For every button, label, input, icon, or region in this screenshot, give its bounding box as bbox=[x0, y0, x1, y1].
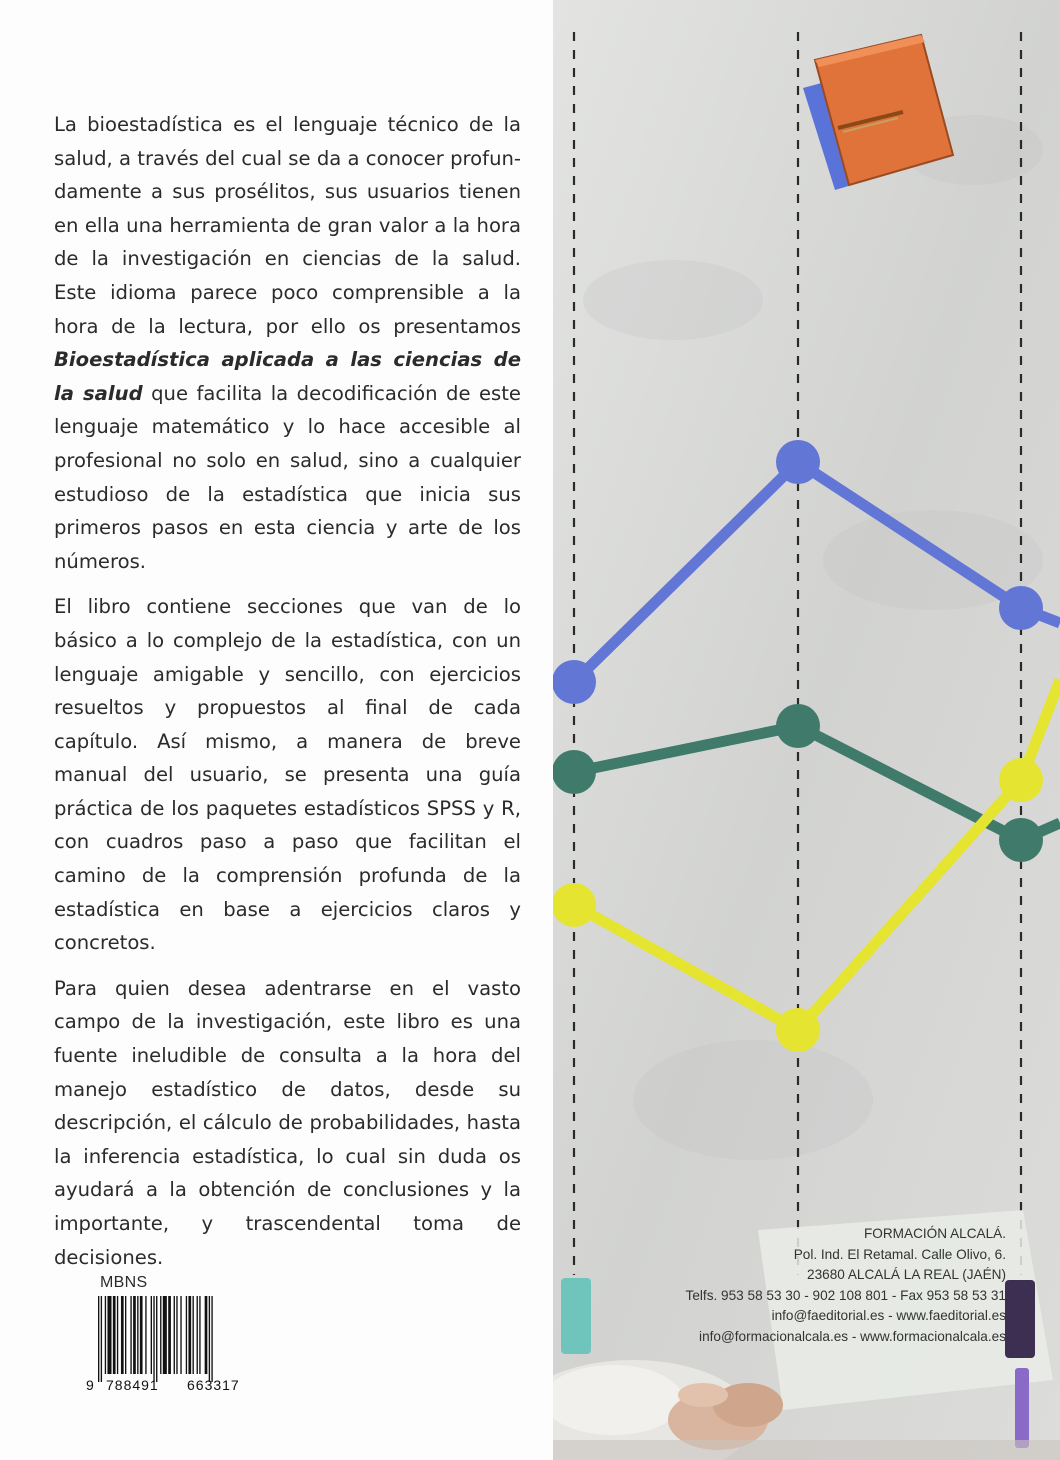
barcode-bar bbox=[156, 1296, 157, 1382]
barcode-bar bbox=[145, 1296, 146, 1374]
barcode-bar bbox=[137, 1296, 138, 1374]
synopsis-paragraph-2: El libro contiene secciones que van de lo básico a lo complejo de la estadística, con un lenguaje amigable y sencillo, con ejercicios resueltos y propuestos al final de cada capítulo. Así mismo, a manera de breve manual del usuario, se presenta una guía práctica de los paquetes estadísticos SPSS y R, con cuadros paso a paso que facilitan el camino de la comprensión profunda de la estadística en base a ejercicios claros y concretos. bbox=[54, 595, 521, 955]
cover-illustration-panel bbox=[553, 0, 1060, 1460]
barcode-bar bbox=[101, 1296, 102, 1382]
barcode-bar bbox=[98, 1296, 99, 1382]
isbn-barcode bbox=[84, 1294, 254, 1394]
publisher-address-1: Pol. Ind. El Retamal. Calle Olivo, 6. bbox=[793, 1246, 1006, 1262]
barcode-bar bbox=[188, 1296, 191, 1374]
barcode-bar bbox=[133, 1296, 136, 1374]
barcode-digit-first: 9 bbox=[86, 1377, 94, 1393]
barcode-bar bbox=[186, 1296, 187, 1374]
purple-marker-image bbox=[1005, 1280, 1035, 1358]
paragraph-1-text: La bioestadística es el lenguaje técnico de la salud, a través del cual se da a conocer profundamente a sus prosélitos, sus usuarios tienen en ella una herramienta de gran valor a la hora de la investigación en ciencias de la salud. Este idioma parece poco comprensible a la hora de la lectura, por ello os presentamos bbox=[54, 113, 521, 338]
barcode-bar bbox=[163, 1296, 167, 1374]
barcode-bar bbox=[168, 1296, 171, 1374]
publisher-phones: Telfs. 953 58 53 30 - 902 108 801 - Fax 953 58 53 31 bbox=[685, 1287, 1006, 1303]
synopsis-text bbox=[54, 108, 521, 1286]
barcode-digits-left: 788491 bbox=[106, 1377, 159, 1393]
barcode-bar bbox=[105, 1296, 106, 1374]
publisher-name: FORMACIÓN ALCALÁ. bbox=[863, 1226, 1006, 1241]
barcode-bar bbox=[113, 1296, 116, 1374]
barcode-bar bbox=[211, 1296, 212, 1382]
barcode-bar bbox=[117, 1296, 118, 1374]
barcode-bar bbox=[121, 1296, 124, 1374]
paragraph-1-text-end: que facilita la decodificación de este lenguaje matemático y lo hace accesible al profesional no solo en salud, sino a cualquier estudioso de la estadística que inicia sus primeros pasos en esta ciencia y arte de los números. bbox=[54, 381, 521, 573]
barcode-bar bbox=[151, 1296, 152, 1374]
barcode-code-label: MBNS bbox=[100, 1274, 148, 1291]
barcode-bar bbox=[160, 1296, 161, 1374]
barcode-bar bbox=[205, 1296, 208, 1374]
barcode-bar bbox=[180, 1296, 181, 1374]
barcode-bar bbox=[199, 1296, 200, 1374]
publisher-web-2: info@formacionalcala.es - www.formacionalcala.es bbox=[699, 1328, 1006, 1344]
synopsis-paragraph-3: Para quien desea adentrarse en el vasto campo de la investigación, este libro es una fuente ineludible de consulta a la hora del manejo estadístico de datos, desde su descripción, el cálculo de probabilidades, hasta la inferencia estadística, lo cual sin duda os ayudará a la obtención de conclusiones y la importante, y trascendental toma de decisiones. bbox=[54, 976, 521, 1269]
barcode-bar bbox=[197, 1296, 198, 1374]
book-title-emphasis: Bioestadística aplicada a las ciencias de la salud bbox=[54, 348, 521, 405]
barcode-digits-right: 663317 bbox=[187, 1377, 240, 1393]
barcode-bar bbox=[125, 1296, 126, 1374]
barcode-bar bbox=[153, 1296, 154, 1382]
barcode-bar bbox=[140, 1296, 143, 1374]
barcode-bar bbox=[209, 1296, 210, 1382]
teal-marker-image bbox=[561, 1278, 591, 1354]
barcode-bar bbox=[193, 1296, 194, 1374]
pen-image bbox=[1015, 1368, 1029, 1448]
barcode-bar bbox=[130, 1296, 131, 1374]
synopsis-paragraph-1 bbox=[54, 108, 521, 578]
publisher-info bbox=[686, 1224, 1006, 1348]
barcode-bar bbox=[176, 1296, 177, 1374]
barcode-bar bbox=[107, 1296, 111, 1374]
publisher-web-1: info@faeditorial.es - www.faeditorial.es bbox=[771, 1308, 1006, 1324]
barcode-bar bbox=[174, 1296, 175, 1374]
publisher-address-2: 23680 ALCALÁ LA REAL (JAÉN) bbox=[807, 1267, 1006, 1283]
